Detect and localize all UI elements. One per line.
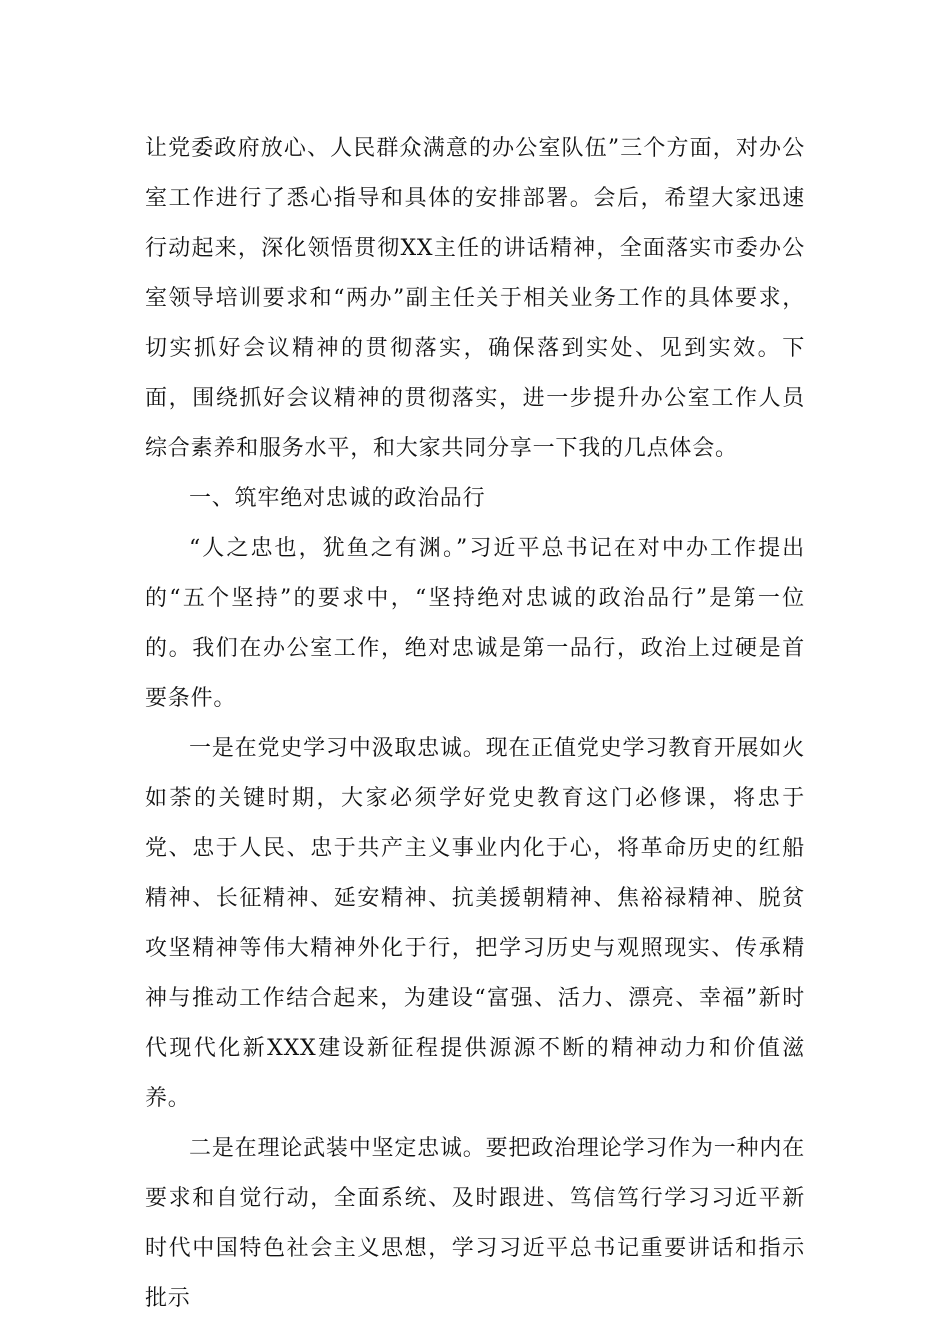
paragraph-quote: “人之忠也，犹鱼之有渊。”习近平总书记在对中办工作提出的“五个坚持”的要求中，“坚持绝对忠诚的政治品行”是第一位的。我们在办公室工作，绝对忠诚是第一品行，政治上过硬是首要条件。 (145, 536, 805, 711)
paragraph-continuation: 让党委政府放心、人民群众满意的办公室队伍”三个方面，对办公室工作进行了悉心指导和具体的安排部署。会后，希望大家迅速行动起来，深化领悟贯彻XX主任的讲话精神，全面落实市委办公室领导培训要求和“两办”副主任关于相关业务工作的具体要求，切实抓好会议精神的贯彻落实，确保落到实处、见到实效。下面，围绕抓好会议精神的贯彻落实，进一步提升办公室工作人员综合素养和服务水平，和大家共同分享一下我的几点体会。 (145, 136, 805, 461)
paragraph-point-2: 二是在理论武装中坚定忠诚。要把政治理论学习作为一种内在要求和自觉行动，全面系统、及时跟进、笃信笃行学习习近平新时代中国特色社会主义思想，学习习近平总书记重要讲话和指示批示 (145, 1136, 805, 1311)
document-body (145, 124, 805, 1324)
paragraph-point-1: 一是在党史学习中汲取忠诚。现在正值党史学习教育开展如火如荼的关键时期，大家必须学好党史教育这门必修课，将忠于党、忠于人民、忠于共产主义事业内化于心，将革命历史的红船精神、长征精神、延安精神、抗美援朝精神、焦裕禄精神、脱贫攻坚精神等伟大精神外化于行，把学习历史与观照现实、传承精神与推动工作结合起来，为建设“富强、活力、漂亮、幸福”新时代现代化新XXX建设新征程提供源源不断的精神动力和价值滋养。 (145, 736, 805, 1111)
section-heading-1: 一、筑牢绝对忠诚的政治品行 (189, 486, 486, 511)
